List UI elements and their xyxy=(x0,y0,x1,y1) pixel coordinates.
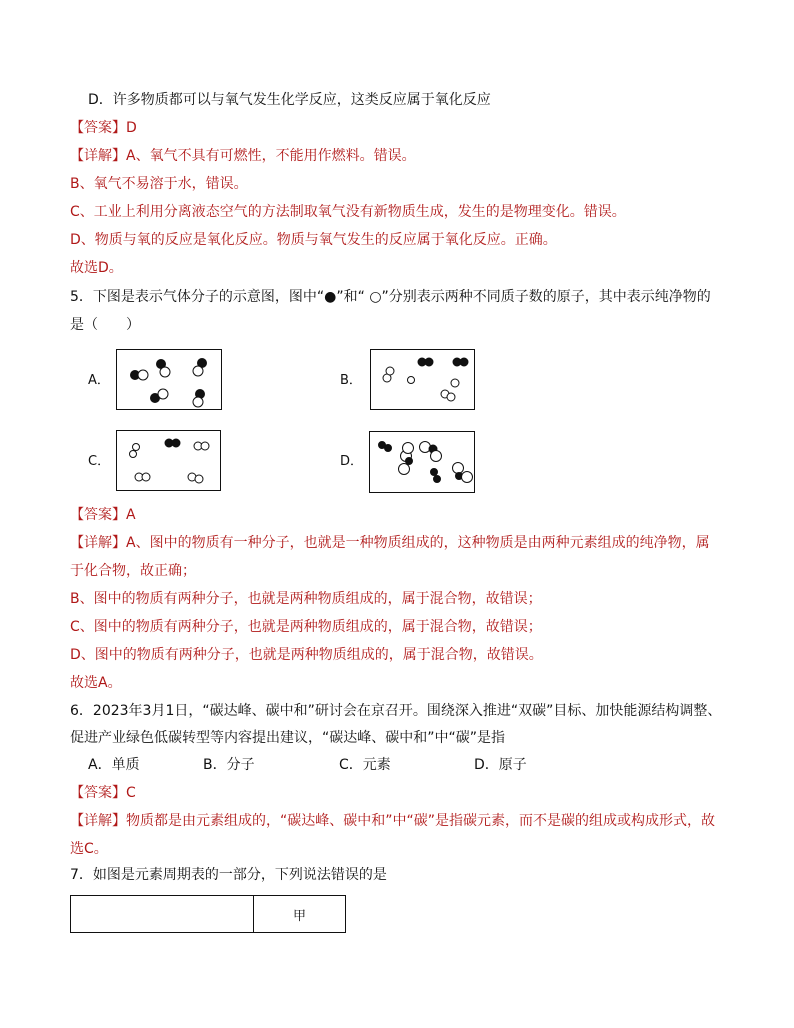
diagram-a-molecules xyxy=(117,350,223,411)
table-cell-empty xyxy=(71,896,254,933)
detail-q5-d: D、图中的物质有两种分子，也就是两种物质组成的，属于混合物，故错误。 xyxy=(70,647,543,663)
diagram-c-molecules xyxy=(117,431,222,492)
detail-q5-line1: 【详解】A、图中的物质有一种分子，也就是一种物质组成的，这种物质是由两种元素组成的纯净物，属 xyxy=(70,535,710,551)
detail-q6-line1: 【详解】物质都是由元素组成的，“碳达峰、碳中和”中“碳”是指碳元素，而不是碳的组成或构成形式，故 xyxy=(70,813,716,829)
detail-q4-b: B、氧气不易溶于水，错误。 xyxy=(70,176,248,192)
q6-option-c: C．元素 xyxy=(339,757,391,773)
q6-option-a: A．单质 xyxy=(88,757,140,773)
diagram-b-molecules xyxy=(371,350,476,411)
detail-q4-d: D、物质与氧的反应是氧化反应。物质与氧气发生的反应属于氧化反应。正确。 xyxy=(70,232,557,248)
q6-stem-line1: 6．2023年3月1日，“碳达峰、碳中和”研讨会在京召开。围绕深入推进“双碳”目标、加快能源结构调整、 xyxy=(70,703,722,719)
q5-label-d: D． xyxy=(340,454,364,469)
diagram-c xyxy=(116,430,221,491)
detail-q5-b: B、图中的物质有两种分子，也就是两种物质组成的，属于混合物，故错误； xyxy=(70,591,542,607)
detail-q4-c: C、工业上利用分离液态空气的方法制取氧气没有新物质生成，发生的是物理变化。错误。 xyxy=(70,204,626,220)
diagram-d xyxy=(369,431,475,493)
answer-q6: 【答案】C xyxy=(70,785,136,801)
detail-q6-line2: 选C。 xyxy=(70,841,108,857)
q6-option-b: B．分子 xyxy=(203,757,255,773)
detail-q5-c: C、图中的物质有两种分子，也就是两种物质组成的，属于混合物，故错误； xyxy=(70,619,542,635)
option-d: D．许多物质都可以与氧气发生化学反应，这类反应属于氧化反应 xyxy=(88,92,491,108)
answer-q5: 【答案】A xyxy=(70,507,136,523)
q5-label-a: A． xyxy=(88,373,110,388)
conclusion-q4: 故选D。 xyxy=(70,260,123,276)
diagram-b xyxy=(370,349,475,410)
detail-q5-line2: 于化合物，故正确； xyxy=(70,563,196,579)
conclusion-q5: 故选A。 xyxy=(70,675,122,691)
diagram-a xyxy=(116,349,222,410)
q5-label-b: B． xyxy=(340,373,362,388)
q7-stem: 7．如图是元素周期表的一部分，下列说法错误的是 xyxy=(70,867,387,883)
table-cell-jia: 甲 xyxy=(254,896,346,933)
q5-stem-line1: 5．下图是表示气体分子的示意图，图中“●”和“ ○”分别表示两种不同质子数的原子，其中表示纯净物的 xyxy=(70,289,711,305)
q6-option-d: D．原子 xyxy=(474,757,527,773)
answer-q4: 【答案】D xyxy=(70,120,137,136)
detail-q4: 【详解】A、氧气不具有可燃性，不能用作燃料。错误。 xyxy=(70,148,416,164)
q5-stem-line2: 是（ ） xyxy=(70,317,140,333)
q5-label-c: C． xyxy=(88,454,111,469)
diagram-d-molecules xyxy=(370,432,476,494)
periodic-table-fragment xyxy=(70,895,346,933)
q6-stem-line2: 促进产业绿色低碳转型等内容提出建议，“碳达峰、碳中和”中“碳”是指 xyxy=(70,730,506,746)
